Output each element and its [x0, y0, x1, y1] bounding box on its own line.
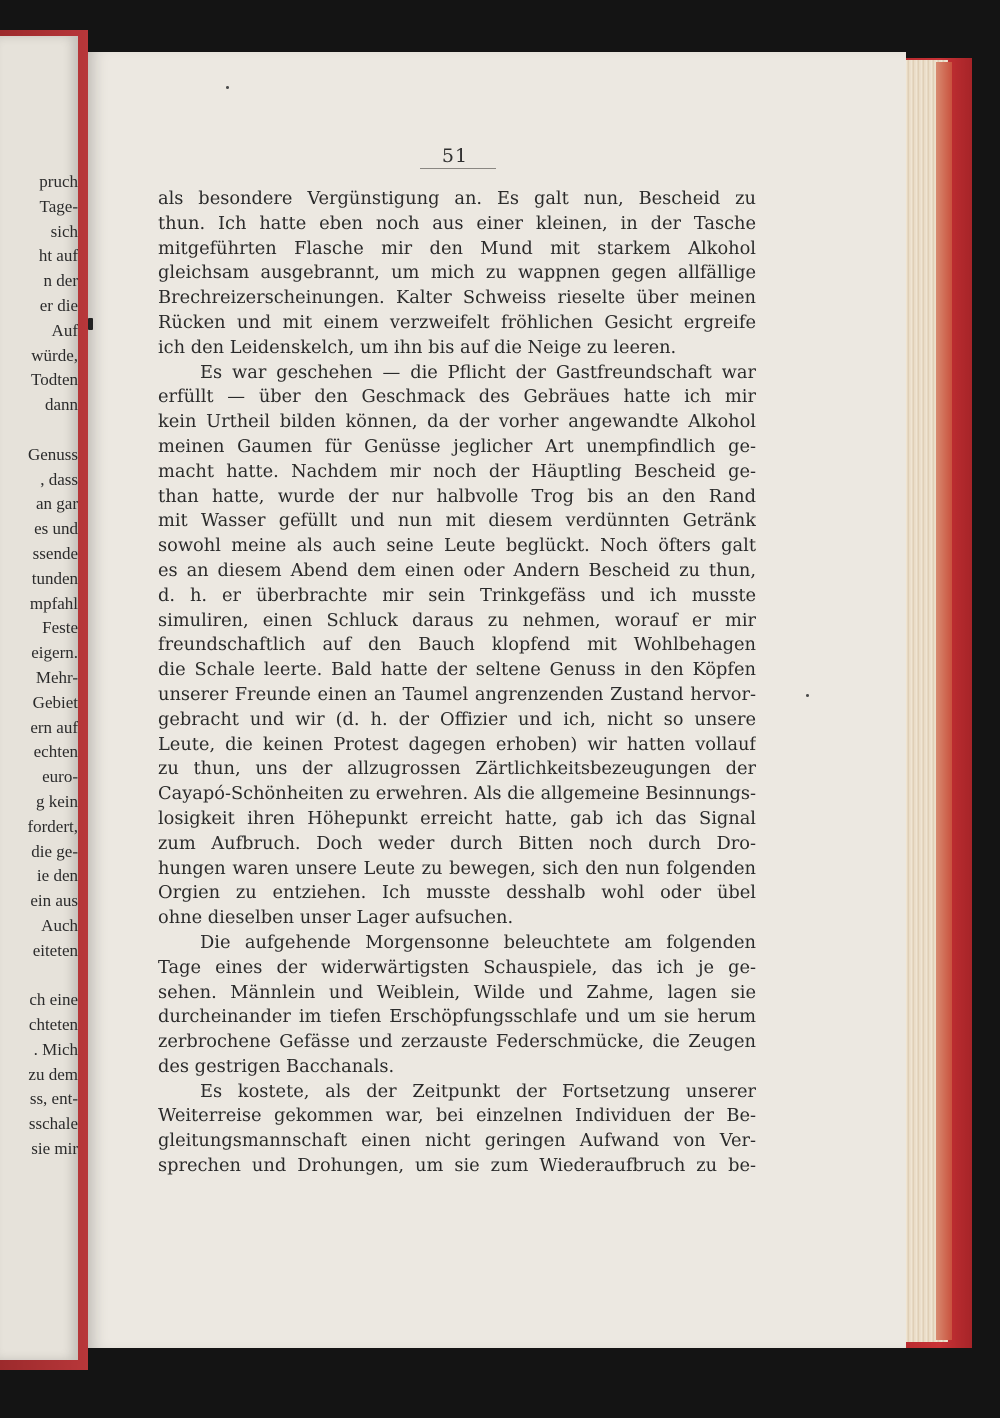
text-line: d. h. er überbrachte mir sein Trinkgefäss und ich musste	[158, 584, 756, 606]
previous-page-fragment: pruch	[39, 172, 78, 191]
previous-page-fragment: . Mich	[33, 1039, 78, 1059]
previous-page-fragment: fordert,	[27, 816, 78, 836]
previous-page-fragment: eigern.	[31, 643, 78, 663]
previous-page-fragment: ch eine	[29, 990, 78, 1010]
previous-page-fragment: tunden	[31, 568, 78, 588]
text-line: zerbrochene Gefässe und zerzauste Federschmücke, die Zeugen	[158, 1031, 756, 1053]
previous-page-fragment: Auf	[51, 320, 78, 340]
text-line: freundschaftlich auf den Bauch klopfend mit Wohlbehagen	[158, 634, 756, 656]
previous-page-fragment: Todten	[31, 370, 78, 390]
page-number: 51	[441, 145, 469, 167]
text-line: gleitungsmannschaft einen nicht geringen Aufwand von Ver-	[158, 1130, 756, 1152]
previous-page-fragment: ssende	[32, 543, 78, 563]
page-number-rule	[420, 168, 496, 169]
previous-page-fragment: ss, ent-	[29, 1089, 78, 1109]
text-line: losigkeit ihren Höhepunkt erreicht hatte, gab ich das Signal	[158, 807, 756, 829]
text-line: Die aufgehende Morgensonne beleuchtete am folgenden	[200, 931, 756, 953]
previous-page-fragment: eiteten	[32, 940, 78, 960]
text-line: meinen Gaumen für Genüsse jeglicher Art unempfindlich ge-	[158, 435, 756, 457]
previous-page-fragment	[14, 964, 78, 989]
previous-page-fragment: euro-	[42, 767, 78, 787]
text-line: ohne dieselben unser Lager aufsuchen.	[158, 907, 514, 929]
text-line: mit Wasser gefüllt und nun mit diesem verdünnten Getränk	[158, 510, 756, 532]
previous-page-edge	[0, 36, 78, 1360]
text-line: unserer Freunde einen an Taumel angrenzenden Zustand hervor-	[158, 683, 756, 705]
text-line: sowohl meine als auch seine Leute beglückt. Noch öfters galt	[158, 535, 756, 557]
text-line: zum Aufbruch. Doch weder durch Bitten noch durch Dro-	[158, 832, 756, 854]
previous-page-fragment: an gar	[35, 494, 78, 514]
text-line: Tage eines der widerwärtigsten Schauspiele, das ich je ge-	[158, 956, 756, 978]
previous-page-fragment: Feste	[42, 618, 78, 638]
text-line: sehen. Männlein und Weiblein, Wilde und Zahme, lagen sie	[158, 981, 756, 1003]
text-line: simuliren, einen Schluck daraus zu nehmen, worauf er mir	[158, 609, 756, 631]
previous-page-fragment: ht auf	[38, 246, 78, 266]
text-line: sprechen und Drohungen, um sie zum Wiederaufbruch zu be-	[158, 1155, 756, 1177]
previous-page-fragment: es und	[34, 519, 78, 539]
text-line: die Schale leerte. Bald hatte der seltene Genuss in den Köpfen	[158, 659, 756, 681]
previous-page-fragment: zu dem	[28, 1064, 78, 1084]
previous-page-fragment: würde,	[31, 345, 78, 365]
previous-page-fragment: n der	[43, 271, 78, 291]
previous-page-fragment: sich	[50, 221, 78, 241]
text-line: Cayapó-Schönheiten zu erwehren. Als die allgemeine Besinnungs-	[158, 783, 756, 805]
previous-page-fragment: die ge-	[31, 841, 78, 861]
previous-page-fragment: ern auf	[30, 717, 78, 737]
text-line: gleichsam ausgebrannt, um mich zu wappnen gegen allfällige	[158, 262, 756, 284]
previous-page-fragment: ein aus	[30, 891, 78, 911]
body-text	[158, 187, 756, 1179]
previous-page-fragment	[14, 418, 78, 443]
text-line: zu thun, uns der allzugrossen Zärtlichkeitsbezeugungen der	[158, 758, 756, 780]
previous-page-fragment: Tage-	[39, 196, 78, 216]
text-line: erfüllt — über den Geschmack des Gebräues hatte ich mir	[158, 386, 756, 408]
previous-page-fragment: dann	[44, 395, 78, 415]
text-line: Es war geschehen — die Pflicht der Gastfreundschaft war	[200, 361, 756, 383]
text-line: Leute, die keinen Protest dagegen erhoben) wir hatten vollauf	[158, 733, 756, 755]
text-line: thun. Ich hatte eben noch aus einer kleinen, in der Tasche	[158, 212, 756, 234]
text-line: ich den Leidenskelch, um ihn bis auf die Neige zu leeren.	[158, 336, 677, 358]
text-line: kein Urtheil bilden können, da der vorher angewandte Alkohol	[158, 411, 756, 433]
previous-page-fragment: sie mir	[31, 1139, 78, 1159]
previous-page-fragment: , dass	[40, 469, 78, 489]
paper-speck	[226, 86, 229, 89]
text-line: Es kostete, als der Zeitpunkt der Fortsetzung unserer	[200, 1080, 756, 1102]
previous-page-fragment: Genuss	[27, 444, 78, 464]
text-line: des gestrigen Bacchanals.	[158, 1055, 395, 1077]
margin-mark	[88, 318, 93, 330]
text-line: than hatte, wurde der nur halbvolle Trog bis an den Rand	[158, 485, 756, 507]
text-line: gebracht und wir (d. h. der Offizier und ich, nicht so unsere	[158, 708, 756, 730]
red-page-edge	[936, 62, 952, 1340]
text-line: Weiterreise gekommen war, bei einzelnen Individuen der Be-	[158, 1105, 756, 1127]
paper-speck	[806, 694, 809, 697]
text-line: durcheinander im tiefen Erschöpfungsschlafe und um sie herum	[158, 1006, 756, 1028]
text-line: Orgien zu entziehen. Ich musste desshalb wohl oder übel	[158, 882, 756, 904]
text-line: Brechreizerscheinungen. Kalter Schweiss rieselte über meinen	[158, 287, 756, 309]
previous-page-fragment: echten	[33, 742, 78, 762]
previous-page-text-fragments	[14, 170, 78, 1162]
previous-page-fragment: g kein	[35, 791, 78, 811]
previous-page-fragment: Gebiet	[32, 692, 78, 712]
previous-page-fragment: sschale	[28, 1114, 78, 1134]
text-line: Rücken und mit einem verzweifelt fröhlichen Gesicht ergreife	[158, 311, 756, 333]
text-line: hungen waren unsere Leute zu bewegen, sich den nun folgenden	[158, 857, 756, 879]
text-line: macht hatte. Nachdem mir noch der Häuptling Bescheid ge-	[158, 460, 756, 482]
previous-page-fragment: Mehr-	[35, 667, 78, 687]
text-line: als besondere Vergünstigung an. Es galt nun, Bescheid zu	[158, 188, 756, 209]
previous-page-fragment: chteten	[28, 1015, 78, 1035]
previous-page-fragment: Auch	[41, 915, 78, 935]
previous-page-fragment: mpfahl	[29, 593, 78, 613]
previous-page-fragment: ie den	[36, 866, 78, 886]
previous-page-fragment: er die	[39, 295, 78, 315]
text-line: mitgeführten Flasche mir den Mund mit starkem Alkohol	[158, 237, 756, 259]
text-line: es an diesem Abend dem einen oder Andern Bescheid zu thun,	[158, 559, 756, 581]
